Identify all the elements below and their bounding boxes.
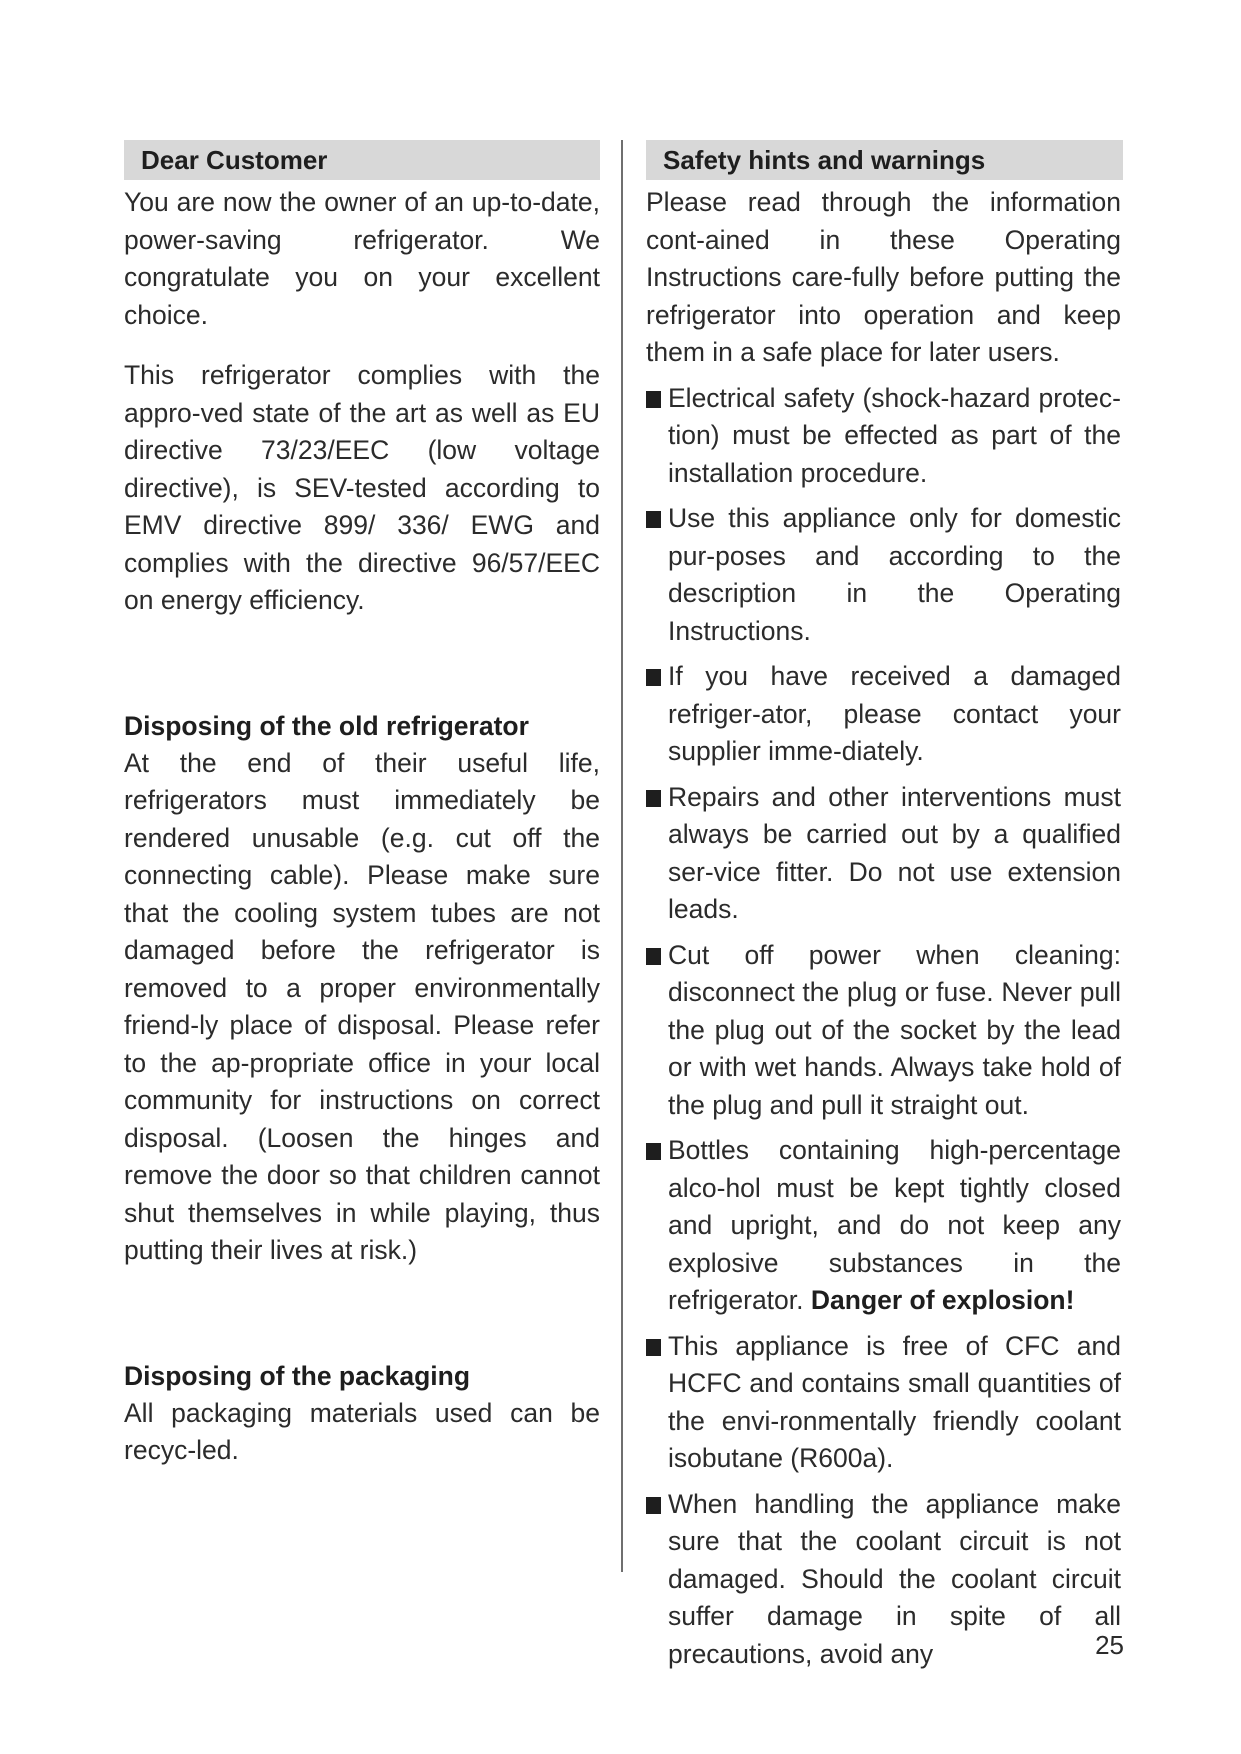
safety-intro-paragraph: Please read through the information cont-ained in these Operating Instructions care-fully before putting the refrigerator into operation and keep them in a safe place for later users. (646, 187, 1121, 367)
dear-customer-heading: Dear Customer (124, 140, 600, 180)
list-item: Use this appliance only for domestic pur-poses and according to the description in the Operating Instructions. (646, 500, 1121, 650)
packaging-heading: Disposing of the packaging (124, 1360, 471, 1391)
intro-paragraph-1: You are now the owner of an up-to-date, power-saving refrigerator. We congratulate you on your excellent choice. (124, 187, 600, 330)
safety-bullet-list (646, 380, 1121, 1674)
safety-heading: Safety hints and warnings (646, 140, 1123, 180)
list-item: When handling the appliance make sure that the coolant circuit is not damaged. Should the coolant circuit suffer damage in spite of all precautions, avoid any (646, 1486, 1121, 1674)
list-item: Electrical safety (shock-hazard protec-tion) must be effected as part of the installation procedure. (646, 380, 1121, 493)
list-item (646, 1132, 1121, 1320)
left-column (124, 140, 600, 1470)
page-number: 25 (1095, 1630, 1124, 1660)
packaging-section (124, 1358, 600, 1470)
packaging-paragraph: All packaging materials used can be recyc-led. (124, 1397, 600, 1465)
list-item: Repairs and other interventions must always be carried out by a qualified ser-vice fitter. Do not use extension leads. (646, 779, 1121, 929)
list-item: This appliance is free of CFC and HCFC and contains small quantities of the envi-ronmentally friendly coolant isobutane (R600a). (646, 1328, 1121, 1478)
disposal-paragraph: At the end of their useful life, refrigerators must immediately be rendered unusable (e.g. cut off the connecting cable). Please make sure that the cooling system tubes are not damaged before the refrigerator is removed to a proper environmentally friend-ly place of disposal. Please refer to the ap-propriate office in your local community for instructions on correct disposal. (Loosen the hinges and remove the door so that children cannot shut themselves in while playing, thus putting their lives at risk.) (124, 747, 600, 1265)
list-item: If you have received a damaged refriger-ator, please contact your supplier imme-diately. (646, 658, 1121, 771)
list-item: Cut off power when cleaning: disconnect the plug or fuse. Never pull the plug out of the socket by the lead or with wet hands. Always take hold of the plug and pull it straight out. (646, 937, 1121, 1125)
danger-warning-text: Danger of explosion! (810, 1285, 1075, 1315)
disposal-section (124, 708, 600, 1270)
column-divider (621, 140, 623, 1572)
right-column (646, 140, 1121, 1681)
intro-paragraph-2: This refrigerator complies with the appro-ved state of the art as well as EU directive 73/23/EEC (low voltage directive), is SEV-tested according to EMV directive 899/ 336/ EWG and complies with the directive 96/57/EEC on energy efficiency. (124, 360, 600, 615)
list-item-text: Bottles containing high-percentage alco-hol must be kept tightly closed and upright, and do not keep any explosive substances in the refrigerator. (668, 1135, 1121, 1315)
disposal-heading: Disposing of the old refrigerator (124, 710, 529, 741)
